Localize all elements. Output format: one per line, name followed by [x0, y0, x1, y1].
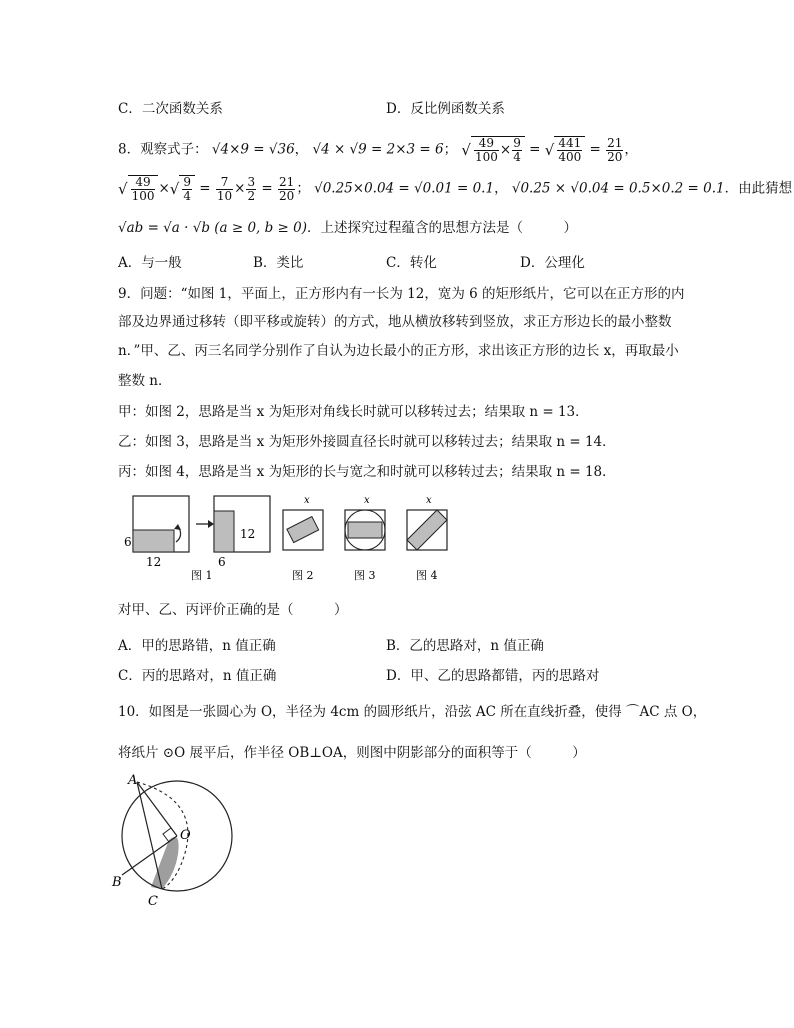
- svg-text:6: 6: [218, 555, 226, 569]
- q8-option-a: A．与一般: [118, 255, 182, 271]
- q8-option-c: C．转化: [386, 255, 437, 271]
- svg-text:C: C: [148, 894, 158, 909]
- q10-line-1: 10．如图是一张圆心为 O，半径为 4cm 的圆形纸片，沿弦 AC 所在直线折叠，使得 ⌒AC 点 O，: [118, 704, 707, 720]
- q8-option-d: D．公理化: [520, 255, 585, 271]
- svg-text:x: x: [364, 495, 370, 506]
- q9-option-d: D．甲、乙的思路都错，丙的思路对: [386, 668, 600, 684]
- svg-text:B: B: [112, 875, 122, 890]
- q8-formula: √ab = √a · √b (a ≥ 0, b ≥ 0): [118, 220, 308, 236]
- figure-1: [124, 496, 270, 582]
- q7-option-d: D．反比例函数关系: [386, 101, 505, 117]
- q8-option-b: B．类比: [253, 255, 304, 271]
- q9-figures: [118, 492, 458, 584]
- svg-text:O: O: [180, 828, 191, 843]
- q9-line-2: 部及边界通过移转（即平移或旋转）的方式，地从横放移转到竖放，求正方形边长的最小整数: [118, 314, 672, 330]
- q10-figure: [108, 772, 238, 912]
- svg-text:x: x: [304, 495, 310, 506]
- q9-option-a: A．甲的思路错，n 值正确: [118, 638, 276, 654]
- q8-expr-6: √0.25 × √0.04 = 0.5×0.2 = 0.1: [511, 180, 725, 197]
- q9-question: 对甲、乙、丙评价正确的是（ ）: [118, 602, 348, 618]
- svg-text:12: 12: [146, 555, 162, 569]
- q9-jia: 甲：如图 2，思路是当 x 为矩形对角线长时就可以移转过去；结果取 n = 13．: [118, 404, 589, 420]
- q9-line-3: n．”甲、乙、丙三名同学分别作了自认为边长最小的正方形，求出该正方形的边长 x，再取最小: [118, 343, 679, 359]
- figure-2: [283, 495, 323, 582]
- q8-expr-5: √0.25×0.04 = √0.01 = 0.1: [314, 180, 495, 197]
- q8-expr-2: √4 × √9 = 2×3 = 6: [312, 141, 444, 158]
- q9-bing: 丙：如图 4，思路是当 x 为矩形的长与宽之和时就可以移转过去；结果取 n = 18．: [118, 464, 616, 480]
- svg-text:图 2: 图 2: [292, 569, 314, 582]
- q9-figures-svg: [118, 492, 458, 584]
- svg-text:图 1: 图 1: [191, 569, 213, 582]
- figure-3: [345, 495, 385, 582]
- q10-line-2: 将纸片 ⊙O 展平后，作半径 OB⊥OA，则图中阴影部分的面积等于（ ）: [118, 745, 586, 761]
- svg-text:图 4: 图 4: [416, 569, 438, 582]
- q8-suffix-3: ．上述探究过程蕴含的思想方法是（ ）: [307, 220, 578, 236]
- svg-text:A: A: [128, 773, 138, 788]
- q8-expr-4: √ $\frac{49}{100}$: [118, 175, 158, 203]
- q8-line-3: [118, 219, 577, 237]
- q7-option-c: C．二次函数关系: [118, 101, 223, 117]
- svg-text:12: 12: [240, 527, 256, 541]
- figure-4: [407, 495, 447, 582]
- q9-option-b: B．乙的思路对，n 值正确: [386, 638, 544, 654]
- q9-option-c: C．丙的思路对，n 值正确: [118, 668, 277, 684]
- q8-expr-3: √ $\frac{49}{100}$ × $\frac{9}{4}$: [461, 136, 524, 164]
- q8-line-1: 8．观察式子： √4×9 = √36， √4 × √9 = 2×3 = 6； √ $\frac{49}{100}$ × $\frac{9}{4}$ = √ $\frac{441}{400}$ = $\frac{21}{20}$ ，: [118, 135, 638, 164]
- q8-expr-1: √4×9 = √36: [211, 141, 295, 158]
- q8-prefix: 8．观察式子：: [118, 141, 208, 158]
- q8-suffix-2: ．由此猜想: [724, 180, 793, 197]
- svg-text:图 3: 图 3: [354, 569, 376, 582]
- q9-line-4: 整数 n．: [118, 373, 172, 389]
- q10-figure-svg: [108, 772, 238, 912]
- q9-yi: 乙：如图 3，思路是当 x 为矩形外接圆直径长时就可以移转过去；结果取 n = 14．: [118, 434, 616, 450]
- svg-text:x: x: [426, 495, 432, 506]
- q9-line-1: 9．问题：“如图 1，平面上，正方形内有一长为 12，宽为 6 的矩形纸片，它可以在正方形的内: [118, 286, 685, 302]
- svg-text:6: 6: [124, 535, 132, 549]
- q8-line-2: √ $\frac{49}{100}$ ×√ $\frac{9}{4}$ = $\frac{7}{10}$ × $\frac{3}{2}$ = $\frac{21}{20}$ ； √0.25×0.04 = √0.01 = 0.1， √0.25 × √0.04 = 0.5×0.2 = 0.1．由此猜想: [118, 174, 793, 203]
